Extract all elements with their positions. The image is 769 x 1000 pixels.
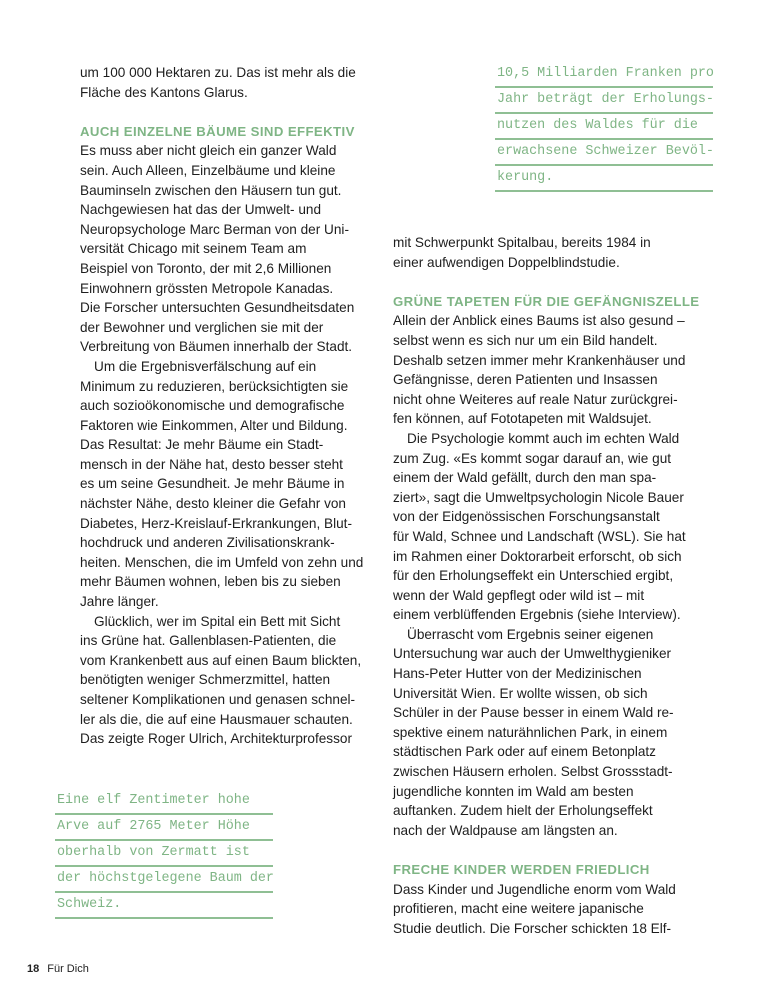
intro-paragraph: um 100 000 Hektaren zu. Das ist mehr als die Fläche des Kantons Glarus.: [80, 65, 356, 100]
body-paragraph: Um die Ergebnisverfälschung auf ein Minimum zu reduzieren, berücksichtigten sie auch sozioökonomische und demografische Faktoren wie Einkommen, Alter und Bildung. Das Resultat: Je mehr Bäume ein Stadt- mensch in der Nähe hat, desto besser steht es um seine Gesundheit. Je mehr Bäume in nächster Nähe, desto kleiner die Gefahr von Diabetes, Herz-Kreislauf-Erkrankungen, Blut- hochdruck und anderen Zivilisationskrank- heiten. Menschen, die im Umfeld von zehn und mehr Bäumen wohnen, leben bis zu sieben Jahre länger.: [80, 358, 364, 610]
pullquote-bottom: Eine elf Zentimeter hohe Arve auf 2765 Meter Höhe oberhalb von Zermatt ist der höchstgelegene Baum der Schweiz.: [55, 790, 273, 920]
section-heading: FRECHE KINDER WERDEN FRIEDLICH: [393, 862, 650, 877]
body-paragraph: Allein der Anblick eines Baums ist also gesund – selbst wenn es sich nur um ein Bild handelt. Deshalb setzen immer mehr Krankenhäuser und Gefängnisse, deren Patienten und Insassen nicht ohne Weiteres auf reale Natur zurückgrei- fen können, auf Fototapeten mit Waldsujet.: [393, 313, 686, 427]
body-paragraph: Dass Kinder und Jugendliche enorm vom Wald profitieren, macht eine weitere japanische Studie deutlich. Die Forscher schickten 18 Elf-: [393, 881, 676, 936]
body-paragraph: Es muss aber nicht gleich ein ganzer Wald sein. Auch Alleen, Einzelbäume und kleine Bauminseln zwischen den Häusern tun gut. Nachgewiesen hat das der Umwelt- und Neuropsychologe Marc Berman von der Uni- versität Chicago mit seinem Team am Beispiel von Toronto, der mit 2,6 Millionen Einwohnern grössten Metropole Kanadas. Die Forscher untersuchten Gesundheitsdaten der Bewohner und verglichen sie mit der Verbreitung von Bäumen innerhalb der Stadt.: [80, 143, 355, 355]
body-paragraph: Die Psychologie kommt auch im echten Wald zum Zug. «Es kommt sogar darauf an, wie gut einem der Wald gefällt, durch den man spa- ziert», sagt die Umweltpsychologin Nicole Bauer von der Eidgenössischen Forschungsanstalt für Wald, Schnee und Landschaft (WSL). Sie hat im Rahmen einer Doktorarbeit erforscht, ob sich für den Erholungseffekt ein Unterschied ergibt, wenn der Wald gepflegt oder wild ist – mit einem verblüffenden Ergebnis (siehe Interview).: [393, 430, 686, 623]
body-paragraph: Glücklich, wer im Spital ein Bett mit Sicht ins Grüne hat. Gallenblasen-Patienten, die vom Krankenbett aus auf einen Baum blickten, benötigten weniger Schmerzmittel, hatten seltener Komplikationen und genasen schnel- ler als die, die auf eine Hausmauer schauten. Das zeigte Roger Ulrich, Architekturprofessor: [80, 613, 362, 747]
page-footer: [27, 963, 89, 975]
right-column: [393, 233, 723, 938]
intro-paragraph: mit Schwerpunkt Spitalbau, bereits 1984 in einer aufwendigen Doppelblindstudie.: [393, 235, 651, 270]
left-column: [80, 63, 410, 749]
section-heading: AUCH EINZELNE BÄUME SIND EFFEKTIV: [80, 123, 355, 139]
body-paragraph: Überrascht vom Ergebnis seiner eigenen Untersuchung war auch der Umwelthygieniker Hans-Peter Hutter von der Medizinischen Universität Wien. Er wollte wissen, ob sich Schüler in der Pause besser in einem Wald re- spektive einem naturähnlichen Park, in einem städtischen Park oder auf einem Betonplatz zwischen Häusern erholen. Selbst Grossstadt- jugendliche konnten im Wald am besten auftanken. Zudem hielt der Erholungseffekt nach der Waldpause am längsten an.: [393, 626, 674, 838]
pullquote-top: 10,5 Milliarden Franken pro Jahr beträgt der Erholungs- nutzen des Waldes für die erwachsene Schweizer Bevöl- kerung.: [495, 63, 713, 193]
section-heading: GRÜNE TAPETEN FÜR DIE GEFÄNGNISZELLE: [393, 293, 700, 309]
page-number: 18: [27, 963, 40, 975]
section-title: Für Dich: [47, 963, 89, 975]
